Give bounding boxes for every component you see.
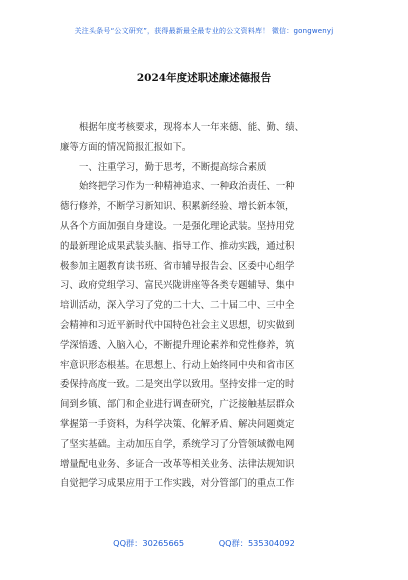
paragraph-line: 根据年度考核要求，现将本人一年来德、能、勤、绩、 [79,122,305,133]
paragraph-line: 始终把学习作为一种精神追求、一种政治责任、一种 [79,181,295,193]
paragraph-line: 学深悟透、入脑入心，不断提升理论素养和党性修养，筑 [60,339,295,351]
paragraph-line: 一、注重学习，勤于思考，不断提高综合素质 [79,161,267,173]
paragraph-line: 从各个方面加强自身建设。一是强化理论武装。坚持用党 [60,220,295,232]
qq-group-2: QQ群：535304092 [218,538,295,548]
footer-contacts [0,538,408,549]
document-title: 2024年度述职述廉述德报告 [136,72,272,84]
paragraph-line: 自觉把学习成果应用于工作实践，对分管部门的重点工作 [60,478,295,490]
paragraph-line: 廉等方面的情况简报汇报如下。 [60,141,192,153]
paragraph-line: 的最新理论成果武装头脑、指导工作、推动实践，通过积 [60,240,295,252]
paragraph-line: 牢意识形态根基。在思想上、行动上始终同中央和省市区 [60,359,295,371]
paragraph-line: 培训活动，深入学习了党的二十大、二十届二中、三中全 [60,300,295,312]
paragraph-line: 会精神和习近平新时代中国特色社会主义思想，切实做到 [60,319,295,331]
paragraph-line: 德行修养，不断学习新知识、积累新经验、增长新本领， [60,201,295,213]
paragraph-line: 了坚实基础。主动加压自学，系统学习了分管领域微电网 [60,438,295,450]
paragraph-line: 极参加主题教育读书班、省市辅导报告会、区委中心组学 [60,260,295,272]
document-body [60,118,352,494]
paragraph-line: 习、政府党组学习、富民兴陇讲座等各类专题辅导、集中 [60,280,295,292]
qq-group-1: QQ群：30265665 [113,538,185,548]
paragraph-line: 掌握第一手资料，为科学决策、化解矛盾、解决问题奠定 [60,418,295,430]
paragraph-line: 增量配电业务、多证合一改革等相关业务、法律法规知识 [60,458,295,470]
paragraph-line: 委保持高度一致。二是突出学以致用。坚持安排一定的时 [60,379,295,391]
paragraph-line: 间到乡镇、部门和企业进行调查研究，广泛接触基层群众 [60,399,295,411]
promo-banner: 关注头条号“公文研究”，获得最新最全最专业的公文资料库！ 微信：gongwenyj [74,27,334,35]
